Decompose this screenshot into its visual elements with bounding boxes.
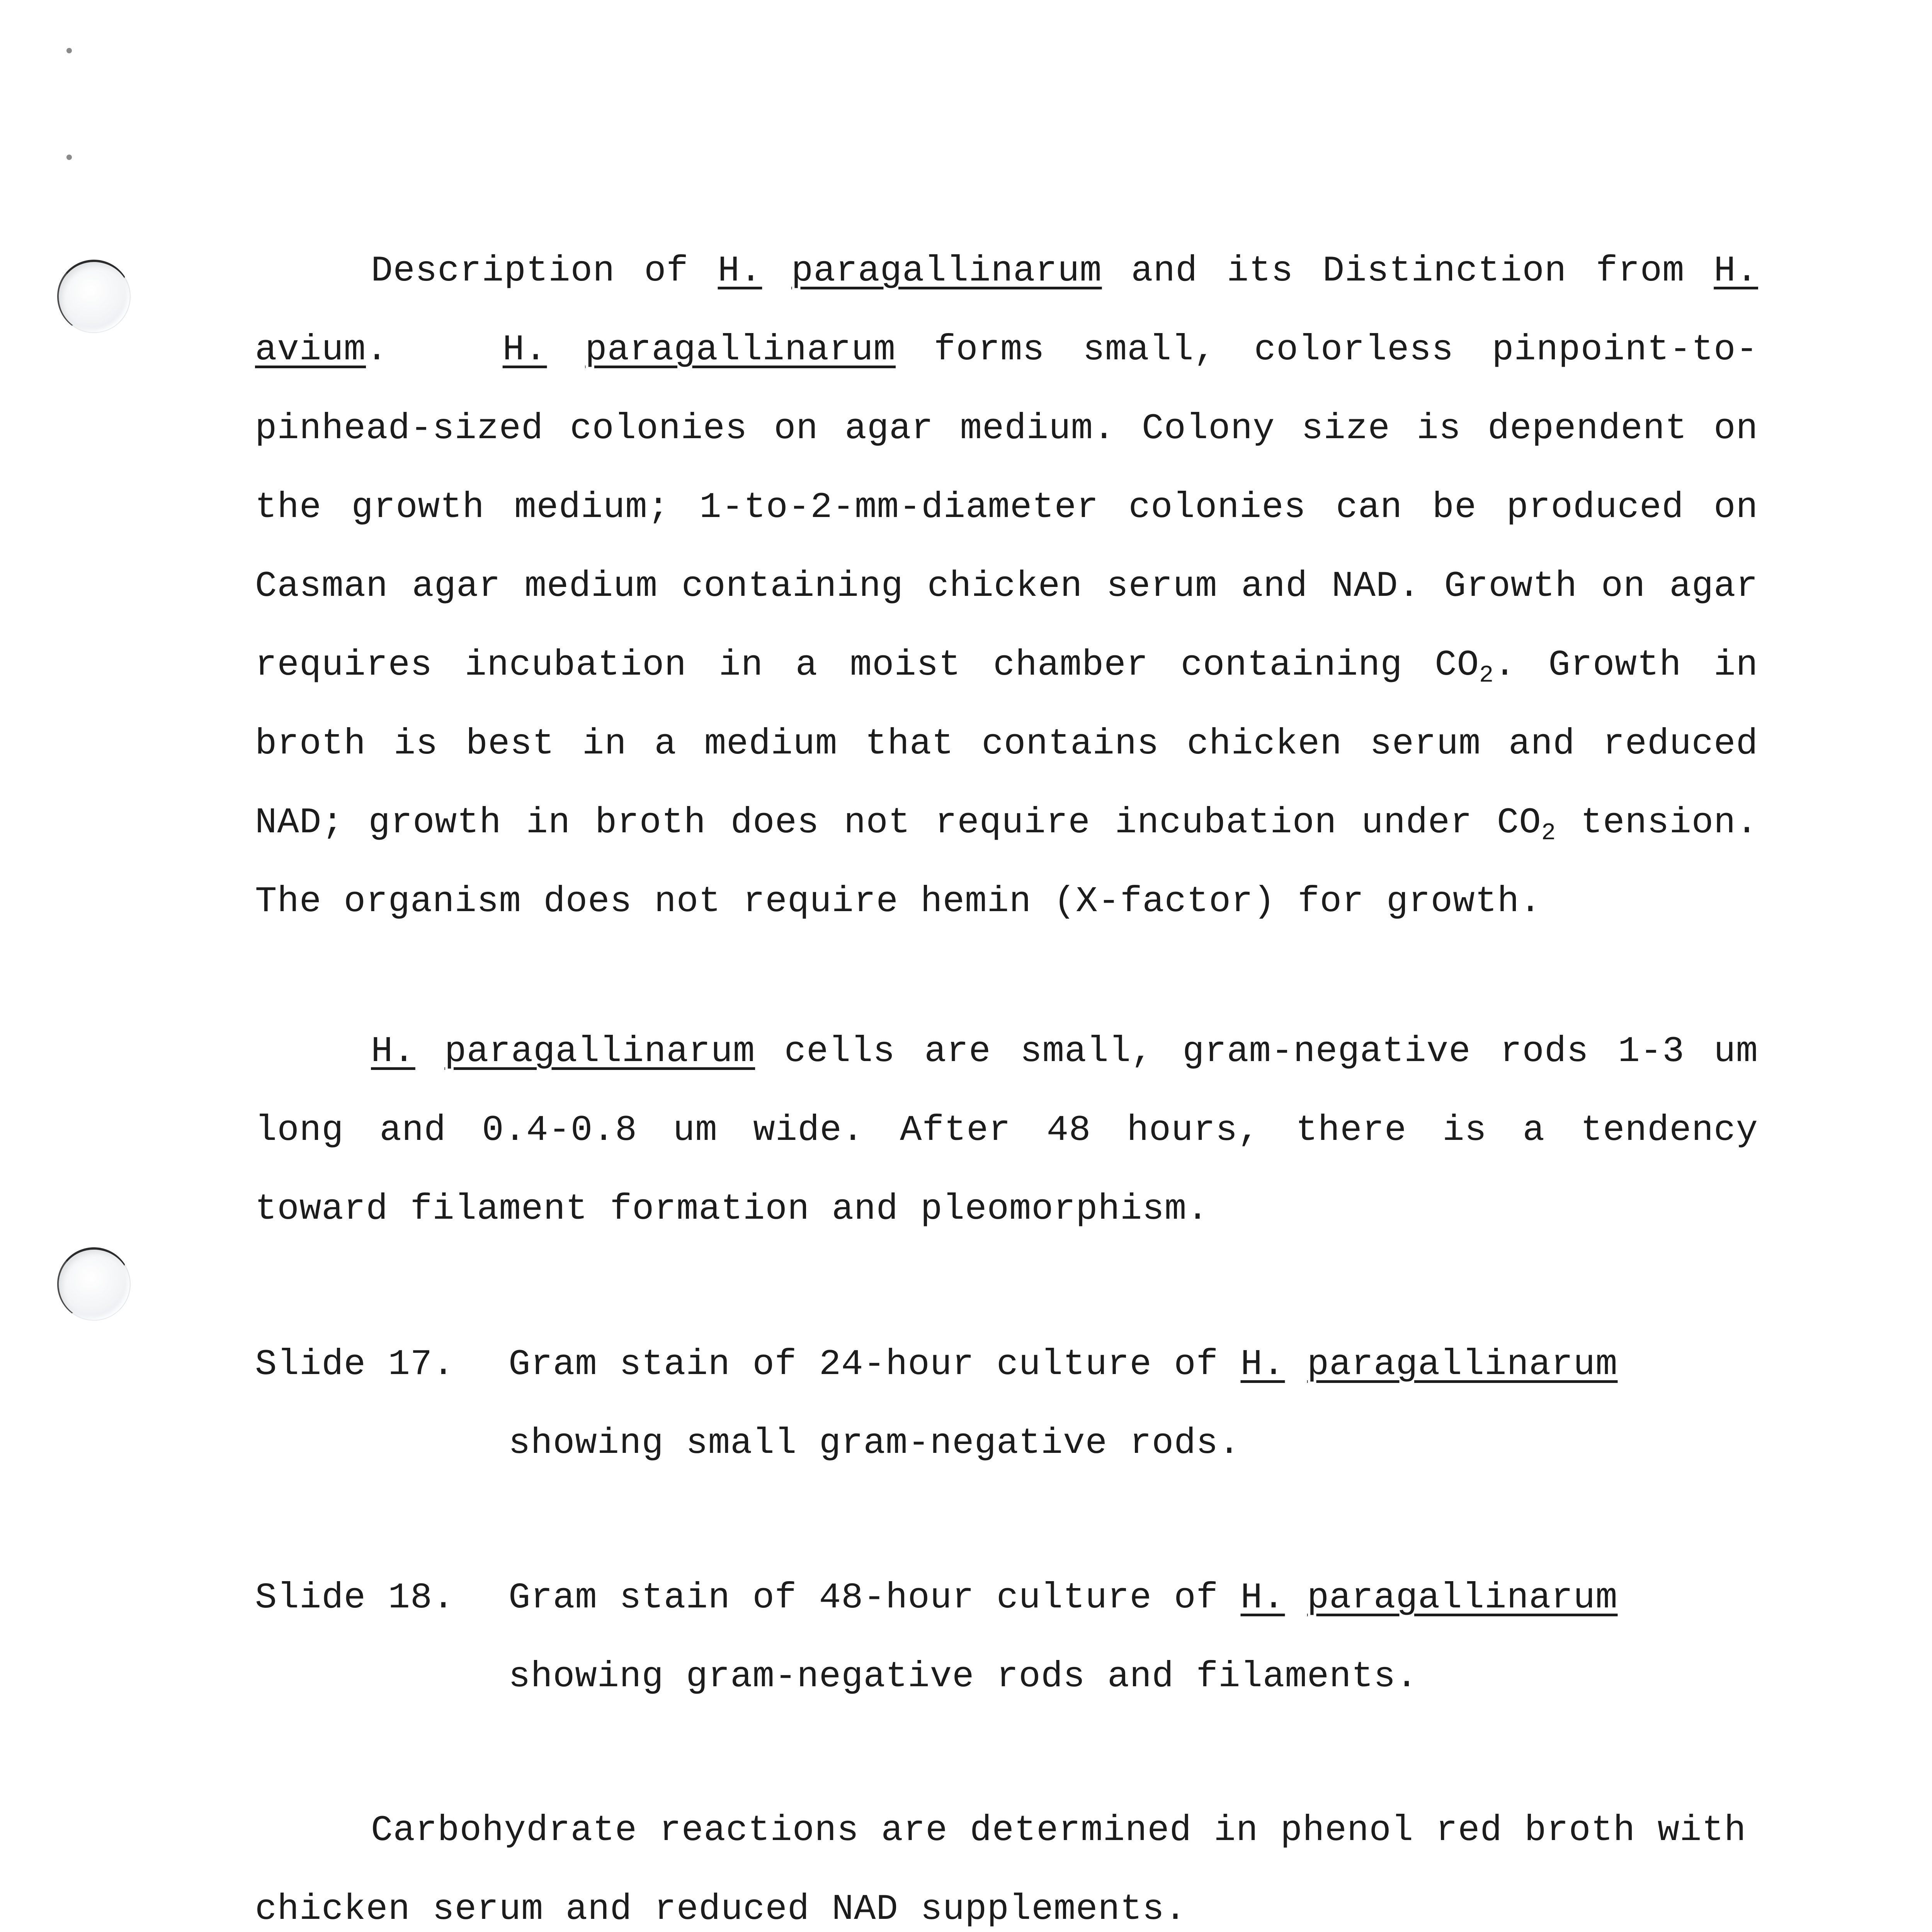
slide-description xyxy=(509,1559,1784,1716)
slide-text-b: showing gram-negative rods and filaments. xyxy=(509,1656,1418,1697)
slide-text-a: Gram stain of 48-hour culture of xyxy=(509,1578,1219,1619)
paragraph-intro: Description of xyxy=(371,251,689,292)
genus-abbreviation: H. xyxy=(718,251,762,292)
paragraph-cells xyxy=(255,1012,1758,1249)
slide-label: Slide 18. xyxy=(255,1578,455,1619)
paragraph-body-a: forms small, colorless pinpoint-to-pinhead-sized colonies on agar medium. Colony size is dependent on the growth medium; 1-to-2-mm-diameter colonies can be produced on Casman agar medium containing chicken serum and NAD. Growth on agar requires incubation in a moist chamber containing CO xyxy=(255,330,1758,686)
paragraph-body: Carbohydrate reactions are determined in phenol red broth with chicken serum and reduced NAD supplements. xyxy=(255,1810,1747,1930)
paragraph-body-c: tension. The organism does not require hemin (X-factor) for growth. xyxy=(255,803,1758,922)
species-name-avium: avium xyxy=(255,330,366,371)
paragraph-description xyxy=(255,232,1758,941)
species-name: paragallinarum xyxy=(791,251,1102,292)
genus-abbreviation: H. xyxy=(1240,1344,1285,1385)
slide-text-a: Gram stain of 24-hour culture of xyxy=(509,1344,1219,1385)
slide-label: Slide 17. xyxy=(255,1344,455,1385)
heading-period: . xyxy=(366,330,388,371)
subscript-two: 2 xyxy=(1479,662,1494,689)
binder-hole-middle xyxy=(57,1247,131,1321)
scan-speck xyxy=(66,155,72,160)
scan-speck xyxy=(66,48,72,53)
species-name: paragallinarum xyxy=(444,1031,755,1072)
genus-abbreviation: H. xyxy=(1240,1578,1285,1619)
genus-abbreviation: H. xyxy=(502,330,547,371)
binder-hole-top xyxy=(57,260,131,333)
subscript-two: 2 xyxy=(1541,819,1556,847)
slide-description xyxy=(509,1325,1784,1483)
species-name: paragallinarum xyxy=(1307,1344,1618,1385)
species-name: paragallinarum xyxy=(585,330,896,371)
genus-abbreviation: H. xyxy=(371,1031,415,1072)
paragraph-body-b: . Growth in broth is best in a medium that contains chicken serum and reduced NAD; growth in broth does not require incubation under CO xyxy=(255,645,1758,844)
paragraph-carbohydrate xyxy=(255,1791,1758,1932)
genus-abbreviation: H. xyxy=(1714,251,1759,292)
species-name: paragallinarum xyxy=(1307,1578,1618,1619)
paragraph-intro-mid: and its Distinction from xyxy=(1131,251,1685,292)
paragraph-body: cells are small, gram-negative rods 1-3 um long and 0.4-0.8 um wide. After 48 hours, there is a tendency toward filament formation and pleomorphism. xyxy=(255,1031,1758,1230)
slide-text-b: showing small gram-negative rods. xyxy=(509,1423,1241,1464)
